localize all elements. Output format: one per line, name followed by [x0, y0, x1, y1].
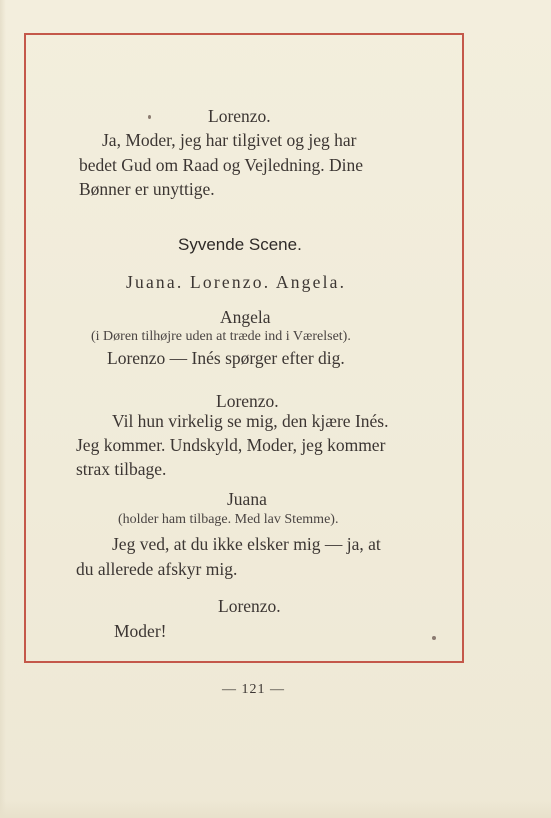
scene-title: Syvende Scene. [178, 235, 302, 254]
page-bottom-edge [0, 800, 551, 818]
page-edge-shadow [0, 0, 6, 818]
speaker-lorenzo: Lorenzo. [216, 391, 279, 411]
speaker-lorenzo: Lorenzo. [208, 106, 271, 126]
dialogue-line: Ja, Moder, jeg har tilgivet og jeg har [102, 130, 357, 150]
dialogue-line: strax tilbage. [76, 459, 167, 479]
ink-speck [432, 636, 436, 640]
dialogue-line: Bønner er unyttige. [79, 179, 215, 199]
character-list: Juana. Lorenzo. Angela. [126, 272, 347, 292]
speaker-lorenzo: Lorenzo. [218, 596, 281, 616]
stage-direction: (i Døren tilhøjre uden at træde ind i Værelset). [91, 329, 351, 344]
dialogue-line: bedet Gud om Raad og Vejledning. Dine [79, 155, 363, 175]
page-number: — 121 — [222, 682, 285, 697]
dialogue-line: Vil hun virkelig se mig, den kjære Inés. [112, 411, 389, 431]
dialogue-line: Jeg ved, at du ikke elsker mig — ja, at [112, 534, 381, 554]
stage-direction: (holder ham tilbage. Med lav Stemme). [118, 512, 339, 527]
ink-speck [148, 115, 151, 119]
speaker-angela: Angela [220, 307, 271, 327]
dialogue-line: Moder! [114, 621, 167, 641]
dialogue-line: Jeg kommer. Undskyld, Moder, jeg kommer [76, 435, 386, 455]
dialogue-line: Lorenzo — Inés spørger efter dig. [107, 348, 345, 368]
speaker-juana: Juana [227, 489, 267, 509]
dialogue-line: du allerede afskyr mig. [76, 559, 238, 579]
